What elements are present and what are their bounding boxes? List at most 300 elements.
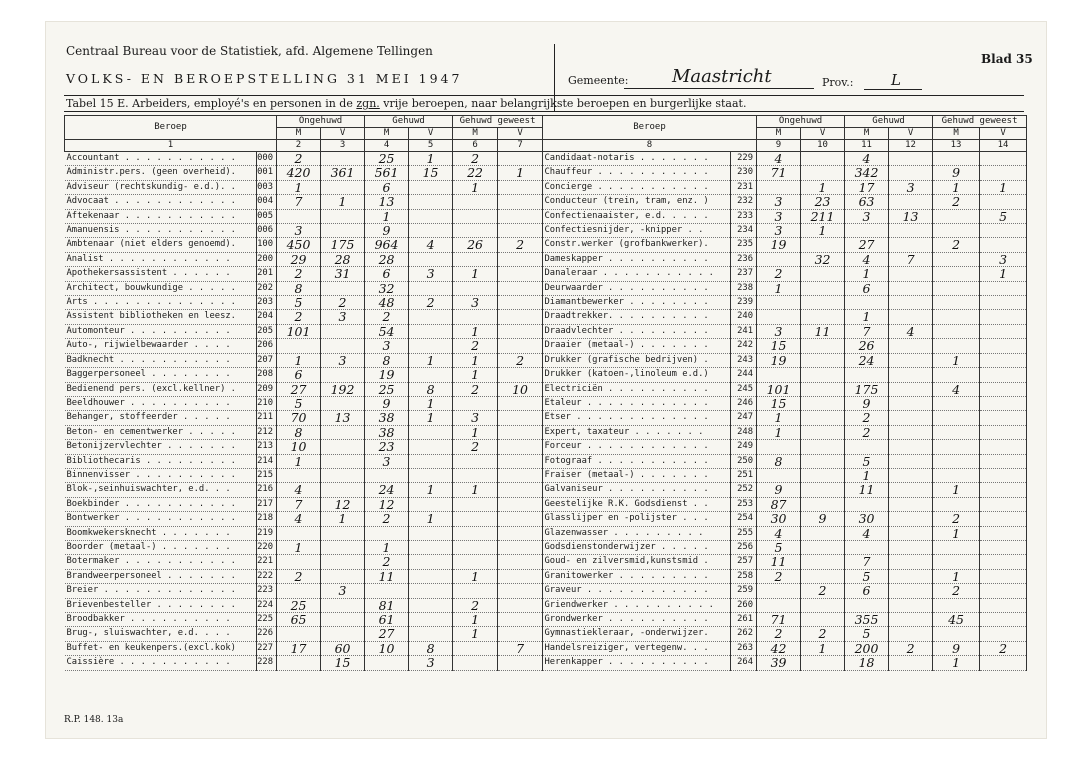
count-cell bbox=[980, 468, 1027, 482]
occupation-name: Fraiser (metaal-) . . . . . . . bbox=[543, 468, 731, 482]
count-cell: 2 bbox=[757, 267, 801, 281]
count-cell: 26 bbox=[453, 238, 498, 252]
count-cell: 28 bbox=[365, 252, 409, 266]
table-row bbox=[65, 468, 543, 482]
count-cell bbox=[801, 613, 845, 627]
count-cell: 1 bbox=[933, 569, 980, 583]
count-cell: 5 bbox=[845, 454, 889, 468]
count-cell: 1 bbox=[321, 512, 365, 526]
count-cell: 8 bbox=[277, 425, 321, 439]
table-row bbox=[543, 310, 1027, 324]
count-cell: 13 bbox=[321, 411, 365, 425]
occupation-code: 200 bbox=[257, 252, 277, 266]
count-cell bbox=[980, 454, 1027, 468]
right-colnum-10: 10 bbox=[801, 140, 845, 152]
occupation-code: 245 bbox=[731, 382, 757, 396]
count-cell: 2 bbox=[365, 555, 409, 569]
count-cell: 8 bbox=[409, 641, 453, 655]
count-cell bbox=[498, 613, 543, 627]
occupation-code: 263 bbox=[731, 641, 757, 655]
table-row bbox=[65, 310, 543, 324]
count-cell bbox=[933, 598, 980, 612]
left-header-v: V bbox=[321, 128, 365, 140]
count-cell: 1 bbox=[321, 195, 365, 209]
occupation-code: 214 bbox=[257, 454, 277, 468]
count-cell: 1 bbox=[845, 468, 889, 482]
count-cell: 45 bbox=[933, 613, 980, 627]
count-cell: 1 bbox=[801, 641, 845, 655]
table-row bbox=[65, 281, 543, 295]
count-cell bbox=[409, 281, 453, 295]
count-cell: 1 bbox=[801, 224, 845, 238]
count-cell bbox=[980, 540, 1027, 554]
count-cell bbox=[889, 238, 933, 252]
occupation-code: 211 bbox=[257, 411, 277, 425]
occupation-code: 251 bbox=[731, 468, 757, 482]
left-colnum-5: 5 bbox=[409, 140, 453, 152]
count-cell: 192 bbox=[321, 382, 365, 396]
count-cell bbox=[889, 296, 933, 310]
count-cell bbox=[801, 166, 845, 180]
count-cell bbox=[453, 555, 498, 569]
count-cell: 4 bbox=[933, 382, 980, 396]
count-cell bbox=[321, 454, 365, 468]
count-cell bbox=[453, 252, 498, 266]
count-cell bbox=[498, 497, 543, 511]
occupation-name: Blok-,seinhuiswachter, e.d. . . bbox=[65, 483, 257, 497]
count-cell bbox=[980, 339, 1027, 353]
table-row bbox=[65, 613, 543, 627]
count-cell bbox=[453, 224, 498, 238]
count-cell bbox=[277, 555, 321, 569]
occupation-name: Botermaker . . . . . . . . . . . bbox=[65, 555, 257, 569]
count-cell bbox=[757, 252, 801, 266]
right-header-m: M bbox=[933, 128, 980, 140]
count-cell bbox=[757, 440, 801, 454]
table-row bbox=[543, 324, 1027, 338]
count-cell bbox=[933, 425, 980, 439]
count-cell bbox=[321, 468, 365, 482]
count-cell bbox=[889, 584, 933, 598]
count-cell: 6 bbox=[845, 281, 889, 295]
occupation-code: 257 bbox=[731, 555, 757, 569]
count-cell bbox=[453, 195, 498, 209]
count-cell bbox=[409, 555, 453, 569]
count-cell bbox=[321, 180, 365, 194]
count-cell bbox=[801, 238, 845, 252]
occupation-name: Breier . . . . . . . . . . . . . bbox=[65, 584, 257, 598]
occupation-code: 232 bbox=[731, 195, 757, 209]
count-cell: 5 bbox=[845, 627, 889, 641]
count-cell: 19 bbox=[757, 238, 801, 252]
occupation-code: 222 bbox=[257, 569, 277, 583]
count-cell: 2 bbox=[933, 584, 980, 598]
count-cell bbox=[365, 526, 409, 540]
occupation-code: 233 bbox=[731, 209, 757, 223]
occupation-code: 216 bbox=[257, 483, 277, 497]
count-cell: 7 bbox=[498, 641, 543, 655]
occupation-name: Behanger, stoffeerder . . . . . bbox=[65, 411, 257, 425]
occupation-name: Galvaniseur . . . . . . . . . . bbox=[543, 483, 731, 497]
left-header-ongehuwd: Ongehuwd bbox=[277, 116, 365, 128]
table-row bbox=[65, 382, 543, 396]
table-row bbox=[543, 180, 1027, 194]
count-cell: 2 bbox=[980, 641, 1027, 655]
count-cell bbox=[409, 584, 453, 598]
count-cell bbox=[757, 598, 801, 612]
count-cell bbox=[845, 224, 889, 238]
count-cell bbox=[889, 555, 933, 569]
occupation-code: 207 bbox=[257, 353, 277, 367]
count-cell bbox=[757, 180, 801, 194]
rule-below-title bbox=[64, 111, 1024, 112]
count-cell: 2 bbox=[845, 425, 889, 439]
count-cell bbox=[409, 425, 453, 439]
count-cell bbox=[498, 209, 543, 223]
table-row bbox=[65, 180, 543, 194]
count-cell bbox=[321, 152, 365, 166]
count-cell: 38 bbox=[365, 425, 409, 439]
count-cell bbox=[498, 526, 543, 540]
count-cell bbox=[980, 396, 1027, 410]
count-cell bbox=[980, 238, 1027, 252]
occupation-code: 260 bbox=[731, 598, 757, 612]
left-colnum-7: 7 bbox=[498, 140, 543, 152]
count-cell bbox=[321, 440, 365, 454]
count-cell: 1 bbox=[453, 569, 498, 583]
count-cell: 1 bbox=[453, 627, 498, 641]
right-header-v: V bbox=[801, 128, 845, 140]
count-cell: 1 bbox=[801, 180, 845, 194]
count-cell: 30 bbox=[845, 512, 889, 526]
count-cell bbox=[889, 339, 933, 353]
count-cell bbox=[801, 339, 845, 353]
right-header-v: V bbox=[889, 128, 933, 140]
table-title-prefix: Tabel 15 E. Arbeiders, employé's en personen in de bbox=[66, 97, 353, 110]
count-cell: 10 bbox=[498, 382, 543, 396]
occupation-code: 226 bbox=[257, 627, 277, 641]
count-cell bbox=[409, 224, 453, 238]
count-cell: 1 bbox=[409, 411, 453, 425]
count-cell bbox=[277, 209, 321, 223]
count-cell: 101 bbox=[757, 382, 801, 396]
count-cell: 4 bbox=[757, 152, 801, 166]
count-cell bbox=[453, 497, 498, 511]
count-cell bbox=[801, 267, 845, 281]
table-row bbox=[65, 497, 543, 511]
table-row bbox=[543, 526, 1027, 540]
count-cell bbox=[321, 339, 365, 353]
occupation-name: Advocaat . . . . . . . . . . . . bbox=[65, 195, 257, 209]
occupation-code: 001 bbox=[257, 166, 277, 180]
count-cell bbox=[498, 440, 543, 454]
count-cell: 3 bbox=[845, 209, 889, 223]
count-cell bbox=[453, 540, 498, 554]
count-cell bbox=[498, 368, 543, 382]
count-cell: 13 bbox=[365, 195, 409, 209]
count-cell: 25 bbox=[365, 152, 409, 166]
count-cell: 4 bbox=[757, 526, 801, 540]
occupation-code: 255 bbox=[731, 526, 757, 540]
count-cell bbox=[889, 281, 933, 295]
count-cell: 1 bbox=[453, 368, 498, 382]
count-cell: 8 bbox=[365, 353, 409, 367]
occupation-code: 239 bbox=[731, 296, 757, 310]
occupation-code: 004 bbox=[257, 195, 277, 209]
table-row bbox=[543, 152, 1027, 166]
count-cell bbox=[801, 310, 845, 324]
count-cell bbox=[365, 584, 409, 598]
count-cell bbox=[801, 382, 845, 396]
occupation-code: 210 bbox=[257, 396, 277, 410]
table-row bbox=[65, 569, 543, 583]
count-cell bbox=[498, 224, 543, 238]
count-cell: 4 bbox=[409, 238, 453, 252]
table-row bbox=[65, 195, 543, 209]
occupation-name: Glazenwasser . . . . . . . . . bbox=[543, 526, 731, 540]
count-cell bbox=[409, 540, 453, 554]
count-cell bbox=[498, 512, 543, 526]
occupation-code: 235 bbox=[731, 238, 757, 252]
count-cell bbox=[980, 281, 1027, 295]
occupation-name: Herenkapper . . . . . . . . . . bbox=[543, 656, 731, 670]
count-cell bbox=[933, 555, 980, 569]
count-cell bbox=[980, 152, 1027, 166]
occupation-code: 240 bbox=[731, 310, 757, 324]
table-row bbox=[65, 267, 543, 281]
count-cell bbox=[453, 468, 498, 482]
count-cell bbox=[801, 396, 845, 410]
occupation-name: Griendwerker . . . . . . . . . . bbox=[543, 598, 731, 612]
occupation-name: Etser . . . . . . . . . . . . . bbox=[543, 411, 731, 425]
occupation-name: Deurwaarder . . . . . . . . . . bbox=[543, 281, 731, 295]
count-cell bbox=[498, 656, 543, 670]
count-cell bbox=[277, 584, 321, 598]
table-row bbox=[543, 166, 1027, 180]
count-cell: 3 bbox=[409, 267, 453, 281]
count-cell: 2 bbox=[409, 296, 453, 310]
table-row bbox=[65, 584, 543, 598]
count-cell bbox=[409, 627, 453, 641]
table-row bbox=[65, 627, 543, 641]
count-cell: 23 bbox=[365, 440, 409, 454]
form-code: R.P. 148. 13a bbox=[64, 715, 124, 725]
table-row bbox=[543, 483, 1027, 497]
count-cell: 10 bbox=[277, 440, 321, 454]
count-cell: 18 bbox=[845, 656, 889, 670]
count-cell: 2 bbox=[277, 310, 321, 324]
count-cell: 5 bbox=[277, 396, 321, 410]
count-cell: 2 bbox=[365, 512, 409, 526]
count-cell bbox=[498, 584, 543, 598]
count-cell bbox=[498, 339, 543, 353]
count-cell bbox=[757, 584, 801, 598]
table-row bbox=[543, 555, 1027, 569]
count-cell: 25 bbox=[365, 382, 409, 396]
count-cell bbox=[980, 368, 1027, 382]
count-cell bbox=[801, 483, 845, 497]
count-cell: 7 bbox=[277, 497, 321, 511]
count-cell: 30 bbox=[757, 512, 801, 526]
left-header-v: V bbox=[498, 128, 543, 140]
count-cell: 2 bbox=[453, 152, 498, 166]
table-row bbox=[65, 512, 543, 526]
count-cell: 5 bbox=[845, 569, 889, 583]
count-cell: 15 bbox=[757, 396, 801, 410]
table-row bbox=[65, 152, 543, 166]
occupation-code: 236 bbox=[731, 252, 757, 266]
count-cell: 2 bbox=[498, 353, 543, 367]
count-cell bbox=[498, 540, 543, 554]
occupation-code: 217 bbox=[257, 497, 277, 511]
table-row bbox=[65, 540, 543, 554]
table-title bbox=[66, 97, 746, 110]
occupation-name: Draadtrekker. . . . . . . . . . bbox=[543, 310, 731, 324]
occupation-name: Caissière . . . . . . . . . . . bbox=[65, 656, 257, 670]
occupation-name: Handelsreiziger, vertegenw. . . bbox=[543, 641, 731, 655]
count-cell: 3 bbox=[757, 224, 801, 238]
count-cell bbox=[498, 180, 543, 194]
table-row bbox=[65, 425, 543, 439]
occupation-name: Geestelijke R.K. Godsdienst . . bbox=[543, 497, 731, 511]
count-cell: 4 bbox=[845, 526, 889, 540]
count-cell: 2 bbox=[889, 641, 933, 655]
count-cell: 27 bbox=[277, 382, 321, 396]
table-row bbox=[65, 641, 543, 655]
count-cell: 63 bbox=[845, 195, 889, 209]
count-cell: 8 bbox=[277, 281, 321, 295]
left-header-beroep: Beroep bbox=[65, 116, 277, 140]
occupation-code: 209 bbox=[257, 382, 277, 396]
count-cell: 2 bbox=[933, 195, 980, 209]
occupation-code: 206 bbox=[257, 339, 277, 353]
table-row bbox=[65, 526, 543, 540]
occupation-code: 003 bbox=[257, 180, 277, 194]
count-cell bbox=[933, 454, 980, 468]
count-cell bbox=[453, 512, 498, 526]
count-cell: 2 bbox=[801, 627, 845, 641]
count-cell bbox=[409, 324, 453, 338]
count-cell: 15 bbox=[409, 166, 453, 180]
occupation-code: 218 bbox=[257, 512, 277, 526]
count-cell: 3 bbox=[757, 195, 801, 209]
table-row bbox=[543, 454, 1027, 468]
count-cell: 1 bbox=[933, 180, 980, 194]
count-cell: 11 bbox=[757, 555, 801, 569]
count-cell: 3 bbox=[321, 310, 365, 324]
count-cell: 29 bbox=[277, 252, 321, 266]
table-row bbox=[65, 209, 543, 223]
count-cell: 61 bbox=[365, 613, 409, 627]
count-cell bbox=[321, 209, 365, 223]
count-cell bbox=[277, 656, 321, 670]
count-cell: 1 bbox=[933, 353, 980, 367]
occupation-name: Betonijzervlechter . . . . . . . bbox=[65, 440, 257, 454]
count-cell: 71 bbox=[757, 613, 801, 627]
count-cell: 9 bbox=[757, 483, 801, 497]
count-cell: 32 bbox=[801, 252, 845, 266]
right-header-m: M bbox=[845, 128, 889, 140]
count-cell bbox=[980, 296, 1027, 310]
count-cell: 7 bbox=[845, 555, 889, 569]
occupation-code: 250 bbox=[731, 454, 757, 468]
table-row bbox=[65, 396, 543, 410]
table-row bbox=[65, 483, 543, 497]
right-header-m: M bbox=[757, 128, 801, 140]
prov-value: L bbox=[891, 71, 901, 89]
count-cell: 1 bbox=[498, 166, 543, 180]
right-colnum-8: 8 bbox=[543, 140, 757, 152]
count-cell bbox=[801, 440, 845, 454]
count-cell: 361 bbox=[321, 166, 365, 180]
occupation-name: Bibliothecaris . . . . . . . . . bbox=[65, 454, 257, 468]
occupation-code: 242 bbox=[731, 339, 757, 353]
count-cell: 8 bbox=[409, 382, 453, 396]
count-cell bbox=[889, 368, 933, 382]
count-cell bbox=[498, 324, 543, 338]
table-row bbox=[65, 555, 543, 569]
occupation-name: Expert, taxateur . . . . . . . bbox=[543, 425, 731, 439]
count-cell: 27 bbox=[365, 627, 409, 641]
count-cell bbox=[321, 613, 365, 627]
count-cell: 175 bbox=[845, 382, 889, 396]
count-cell bbox=[845, 598, 889, 612]
count-cell bbox=[933, 540, 980, 554]
occupation-name: Chauffeur . . . . . . . . . . . bbox=[543, 166, 731, 180]
count-cell: 9 bbox=[801, 512, 845, 526]
occupation-code: 244 bbox=[731, 368, 757, 382]
count-cell bbox=[933, 440, 980, 454]
occupation-name: Binnenvisser . . . . . . . . . . bbox=[65, 468, 257, 482]
count-cell: 48 bbox=[365, 296, 409, 310]
occupation-name: Accountant . . . . . . . . . . . bbox=[65, 152, 257, 166]
occupation-code: 249 bbox=[731, 440, 757, 454]
occupation-code: 231 bbox=[731, 180, 757, 194]
occupation-name: Forceur . . . . . . . . . . . . bbox=[543, 440, 731, 454]
count-cell bbox=[889, 425, 933, 439]
count-cell bbox=[321, 281, 365, 295]
count-cell bbox=[889, 598, 933, 612]
count-cell: 1 bbox=[277, 540, 321, 554]
count-cell bbox=[453, 526, 498, 540]
count-cell bbox=[453, 396, 498, 410]
table-row bbox=[543, 252, 1027, 266]
count-cell: 4 bbox=[277, 512, 321, 526]
count-cell bbox=[277, 627, 321, 641]
occupation-code: 204 bbox=[257, 310, 277, 324]
left-table bbox=[64, 115, 543, 671]
count-cell bbox=[801, 468, 845, 482]
count-cell: 17 bbox=[277, 641, 321, 655]
table-row bbox=[543, 339, 1027, 353]
table-row bbox=[543, 224, 1027, 238]
occupation-code: 212 bbox=[257, 425, 277, 439]
occupation-code: 006 bbox=[257, 224, 277, 238]
occupation-code: 000 bbox=[257, 152, 277, 166]
occupation-code: 237 bbox=[731, 267, 757, 281]
count-cell: 11 bbox=[365, 569, 409, 583]
count-cell: 6 bbox=[845, 584, 889, 598]
count-cell bbox=[498, 252, 543, 266]
count-cell: 2 bbox=[498, 238, 543, 252]
count-cell: 9 bbox=[365, 396, 409, 410]
count-cell bbox=[453, 454, 498, 468]
count-cell bbox=[321, 425, 365, 439]
count-cell: 54 bbox=[365, 324, 409, 338]
count-cell: 24 bbox=[845, 353, 889, 367]
count-cell: 71 bbox=[757, 166, 801, 180]
count-cell bbox=[321, 224, 365, 238]
